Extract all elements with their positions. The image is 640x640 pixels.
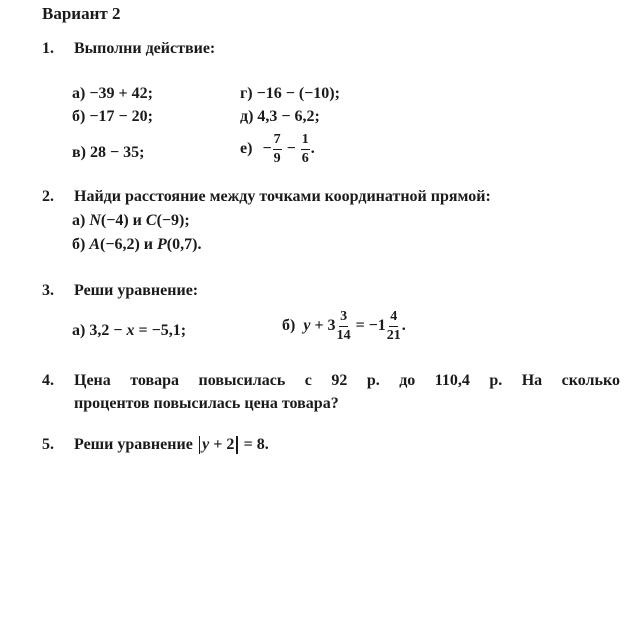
conjunction: и	[132, 212, 142, 229]
variable: y	[202, 436, 210, 453]
inner-term: + 2	[213, 436, 235, 453]
task-1-item-d	[240, 108, 320, 126]
expr-post: = 8.	[243, 436, 269, 453]
task-2-item-b	[72, 236, 201, 254]
fraction	[387, 310, 401, 343]
fraction	[301, 133, 310, 166]
task-5-text	[74, 436, 269, 454]
denominator: 6	[301, 151, 309, 166]
numerator: 1	[301, 133, 310, 150]
item-label: д)	[240, 108, 254, 125]
task-5-number: 5.	[42, 436, 54, 453]
item-label: б)	[72, 236, 86, 253]
item-expr: 4,3 − 6,2;	[257, 108, 320, 125]
task-1-item-v	[72, 144, 144, 162]
item-label: б)	[72, 108, 86, 125]
sign: −	[262, 140, 272, 158]
point-name: P	[157, 236, 167, 253]
point-value: (−9);	[156, 212, 190, 229]
task-2-number: 2.	[42, 188, 54, 205]
task-3-number: 3.	[42, 282, 54, 299]
task-1-item-a	[72, 85, 153, 103]
task-5-label: Реши уравнение	[74, 436, 193, 453]
item-label: е)	[240, 140, 253, 158]
item-expr: −16 − (−10);	[256, 85, 340, 102]
denominator: 14	[336, 328, 351, 343]
end: .	[310, 140, 315, 158]
point-name: N	[89, 212, 101, 229]
task-3-item-b	[282, 310, 406, 343]
item-label: а)	[72, 322, 86, 339]
item-label: а)	[72, 212, 86, 229]
numerator: 3	[339, 310, 348, 327]
variant-title: Вариант 2	[42, 4, 121, 23]
variable: x	[126, 322, 135, 339]
abs-bar-right	[236, 436, 237, 454]
item-expr: 28 − 35;	[89, 144, 145, 161]
task-4-line-2: процентов повысилась цена товара?	[74, 395, 339, 412]
denominator: 21	[386, 328, 401, 343]
item-expr: −17 − 20;	[89, 108, 153, 125]
task-1-item-g	[240, 85, 340, 103]
point-name: C	[145, 212, 157, 229]
item-expr: −39 + 42;	[89, 85, 153, 102]
task-1-number: 1.	[42, 40, 54, 57]
expr-post: = −5,1;	[138, 322, 187, 339]
item-label: г)	[240, 85, 253, 102]
numerator: 7	[273, 133, 282, 150]
item-label: а)	[72, 85, 86, 102]
task-2-item-a	[72, 212, 190, 230]
fraction	[273, 133, 282, 166]
item-label: б)	[282, 317, 296, 335]
numerator: 4	[389, 310, 398, 327]
task-3-item-a	[72, 322, 186, 340]
task-3-text: Реши уравнение:	[74, 282, 199, 299]
plus-term: + 3	[314, 317, 336, 335]
denominator: 9	[273, 151, 281, 166]
end: .	[401, 317, 406, 335]
item-label: в)	[72, 144, 86, 161]
point-value: (0,7).	[166, 236, 202, 253]
task-1-item-b	[72, 108, 153, 126]
task-1-text: Выполни действие:	[74, 40, 216, 57]
fraction	[337, 310, 351, 343]
conjunction: и	[143, 236, 153, 253]
point-name: A	[89, 236, 100, 253]
variable: y	[303, 317, 311, 335]
task-1-item-e	[240, 133, 315, 166]
task-4-number: 4.	[42, 372, 54, 389]
abs-bar-left	[199, 436, 200, 454]
equals-term: = −1	[355, 317, 386, 335]
task-2-text: Найди расстояние между точками координатной прямой:	[74, 188, 491, 205]
point-value: (−6,2)	[100, 236, 140, 253]
expr-pre: 3,2 −	[89, 322, 123, 339]
point-value: (−4)	[100, 212, 129, 229]
task-4-line-1: Цена товара повысилась с 92 р. до 110,4 р. На сколько	[74, 372, 620, 389]
operator: −	[286, 140, 296, 158]
